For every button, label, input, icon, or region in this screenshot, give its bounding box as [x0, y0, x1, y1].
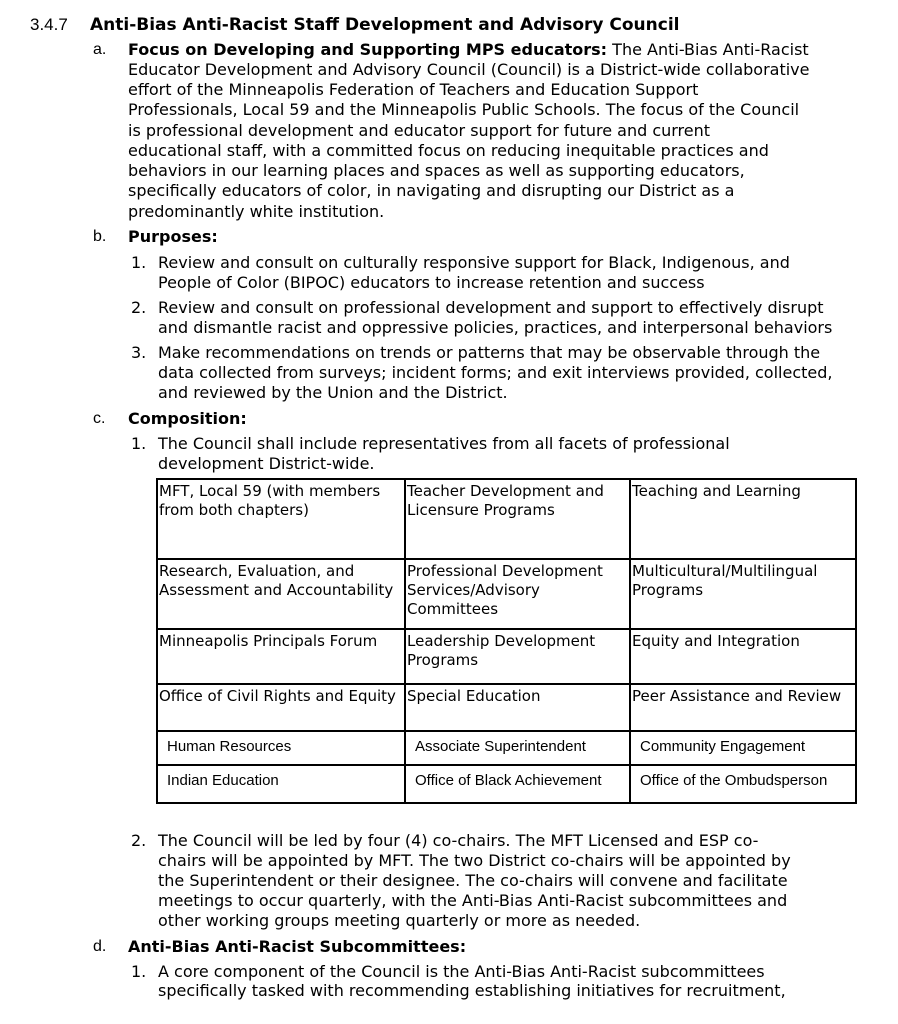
table-row	[157, 479, 856, 559]
c-item-2-line-3: meetings to occur quarterly, with the Anti-Bias Anti-Racist subcommittees and	[158, 891, 788, 910]
c-item-1-line-0: The Council shall include representatives from all facets of professional	[158, 434, 730, 453]
a-line-7: specifically educators of color, in navigating and disrupting our District as a	[128, 181, 735, 200]
a-line-5: educational staff, with a committed focus on reducing inequitable practices and	[128, 141, 769, 160]
c-item-2-line-1: chairs will be appointed by MFT. The two District co-chairs will be appointed by	[158, 851, 791, 870]
b-marker: b.	[93, 228, 107, 245]
composition-table	[156, 478, 857, 804]
d-marker: d.	[93, 938, 107, 955]
table-cell: Office of Civil Rights and Equity	[157, 684, 405, 731]
table-cell: Indian Education	[157, 765, 405, 803]
a-line-6: behaviors in our learning places and spaces as well as supporting educators,	[128, 161, 745, 180]
table-cell: Multicultural/Multilingual Programs	[630, 559, 856, 629]
b-item-1-line-0: Review and consult on culturally responsive support for Black, Indigenous, and	[158, 253, 790, 272]
a-heading: Focus on Developing and Supporting MPS educators:	[128, 40, 608, 59]
c-item-1-num: 1.	[131, 434, 147, 453]
d-item-1-line-0: A core component of the Council is the Anti-Bias Anti-Racist subcommittees	[158, 962, 765, 981]
table-cell: Peer Assistance and Review	[630, 684, 856, 731]
table-row	[157, 731, 856, 765]
table-cell: Community Engagement	[630, 731, 856, 765]
table-row	[157, 559, 856, 629]
c-heading: Composition:	[128, 409, 247, 428]
section-title: Anti-Bias Anti-Racist Staff Development and Advisory Council	[90, 15, 680, 35]
table-cell: Office of Black Achievement	[405, 765, 630, 803]
d-item-1-line-1: specifically tasked with recommending establishing initiatives for recruitment,	[158, 981, 786, 1000]
b-heading: Purposes:	[128, 227, 218, 246]
table-cell: Leadership Development Programs	[405, 629, 630, 684]
a-first-line	[128, 40, 809, 60]
table-cell: Professional Development Services/Advisory Committees	[405, 559, 630, 629]
c-item-2-num: 2.	[131, 831, 147, 850]
d-item-1-num: 1.	[131, 962, 147, 981]
c-marker: c.	[93, 410, 106, 427]
table-cell: Office of the Ombudsperson	[630, 765, 856, 803]
a-line-4: is professional development and educator support for future and current	[128, 121, 711, 140]
b-item-2-num: 2.	[131, 298, 147, 317]
b-item-3-line-0: Make recommendations on trends or patterns that may be observable through the	[158, 343, 821, 362]
b-item-1-line-1: People of Color (BIPOC) educators to increase retention and success	[158, 273, 705, 292]
table-row	[157, 684, 856, 731]
a-marker: a.	[93, 41, 107, 58]
b-item-1-num: 1.	[131, 253, 147, 272]
a-line-3: Professionals, Local 59 and the Minneapolis Public Schools. The focus of the Council	[128, 100, 800, 119]
section-number: 3.4.7	[30, 15, 68, 34]
b-item-3-line-2: and reviewed by the Union and the District.	[158, 383, 508, 402]
table-cell: Special Education	[405, 684, 630, 731]
table-cell: Teaching and Learning	[630, 479, 856, 559]
table-cell: Associate Superintendent	[405, 731, 630, 765]
c-item-1-line-1: development District-wide.	[158, 454, 375, 473]
c-item-2-line-4: other working groups meeting quarterly or more as needed.	[158, 911, 641, 930]
table-cell: Teacher Development and Licensure Programs	[405, 479, 630, 559]
table-cell: MFT, Local 59 (with members from both chapters)	[157, 479, 405, 559]
b-item-2-line-0: Review and consult on professional development and support to effectively disrupt	[158, 298, 824, 317]
table-cell: Human Resources	[157, 731, 405, 765]
c-item-2-line-2: the Superintendent or their designee. The co-chairs will convene and facilitate	[158, 871, 788, 890]
a-line-8: predominantly white institution.	[128, 202, 385, 221]
a-line-0: The Anti-Bias Anti-Racist	[612, 40, 809, 59]
a-line-1: Educator Development and Advisory Council (Council) is a District-wide collaborative	[128, 60, 810, 79]
b-item-3-line-1: data collected from surveys; incident forms; and exit interviews provided, collected,	[158, 363, 833, 382]
table-cell: Minneapolis Principals Forum	[157, 629, 405, 684]
d-heading: Anti-Bias Anti-Racist Subcommittees:	[128, 937, 467, 956]
table-row	[157, 765, 856, 803]
table-row	[157, 629, 856, 684]
table-cell: Research, Evaluation, and Assessment and Accountability	[157, 559, 405, 629]
a-line-2: effort of the Minneapolis Federation of Teachers and Education Support	[128, 80, 699, 99]
b-item-3-num: 3.	[131, 343, 147, 362]
b-item-2-line-1: and dismantle racist and oppressive policies, practices, and interpersonal behaviors	[158, 318, 833, 337]
table-cell: Equity and Integration	[630, 629, 856, 684]
c-item-2-line-0: The Council will be led by four (4) co-chairs. The MFT Licensed and ESP co-	[158, 831, 759, 850]
